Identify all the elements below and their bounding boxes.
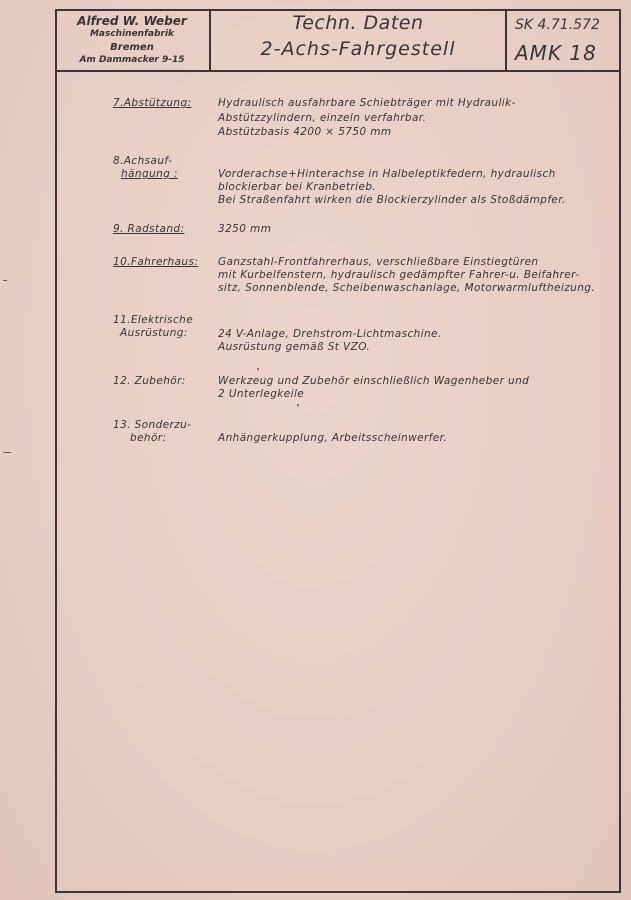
spec-label: 13. Sonderzu- behör: [113, 419, 192, 444]
company-city: Bremen [110, 42, 154, 53]
spec-value: 3250 mm [218, 223, 272, 235]
scan-mark [3, 452, 11, 453]
spec-value: Ganzstahl-Frontfahrerhaus, verschließbare Einstiegtüren mit Kurbelfenstern, hydraulisch gedämpfter Fahrer-u. Beifahrer- sitz, Sonnenblende, Scheibenwaschanlage, Motorwarmluftheizung. [218, 256, 596, 294]
page-frame [55, 9, 621, 893]
company-street: Am Dammacker 9-15 [79, 55, 185, 65]
document-number: SK 4.71.572 [515, 17, 600, 33]
spec-label: 12. Zubehör: [113, 375, 186, 387]
spec-value: Vorderachse+Hinterachse in Halbeleptikfedern, hydraulisch blockierbar bei Kranbetrieb. Bei Straßenfahrt wirken die Blockierzylinder als Stoßdämpfer. [218, 168, 566, 206]
spec-label: 7.Abstützung: [113, 97, 192, 109]
spec-value: Werkzeug und Zubehör einschließlich Wagenheber und 2 Unterlegkeile [218, 375, 530, 400]
spec-label: 9. Radstand: [113, 223, 185, 235]
scan-dot [297, 404, 299, 406]
scan-dot [257, 368, 259, 370]
company-type: Maschinenfabrik [89, 29, 175, 39]
spec-label: 11.Elektrische Ausrüstung: [113, 314, 194, 339]
document-title-block [211, 9, 507, 70]
document-title: Techn. Daten [292, 12, 424, 34]
spec-label: 8.Achsauf- hängung : [113, 155, 178, 180]
spec-value: Anhängerkupplung, Arbeitsscheinwerfer. [218, 432, 448, 444]
company-block [55, 9, 211, 70]
company-name: Alfred W. Weber [77, 14, 187, 28]
model-designation: AMK 18 [515, 41, 597, 65]
spec-value: Hydraulisch ausfahrbare Schiebträger mit Hydraulik- Abstützzylindern, einzeln verfahrbar. Abstützbasis 4200 × 5750 mm [218, 97, 516, 138]
scan-mark [3, 280, 7, 281]
title-block [55, 9, 621, 72]
spec-label: 10.Fahrerhaus: [113, 256, 199, 268]
document-subtitle: 2-Achs-Fahrgestell [260, 38, 456, 60]
reference-block [507, 9, 619, 70]
spec-value: 24 V-Anlage, Drehstrom-Lichtmaschine. Ausrüstung gemäß St VZO. [218, 328, 442, 353]
